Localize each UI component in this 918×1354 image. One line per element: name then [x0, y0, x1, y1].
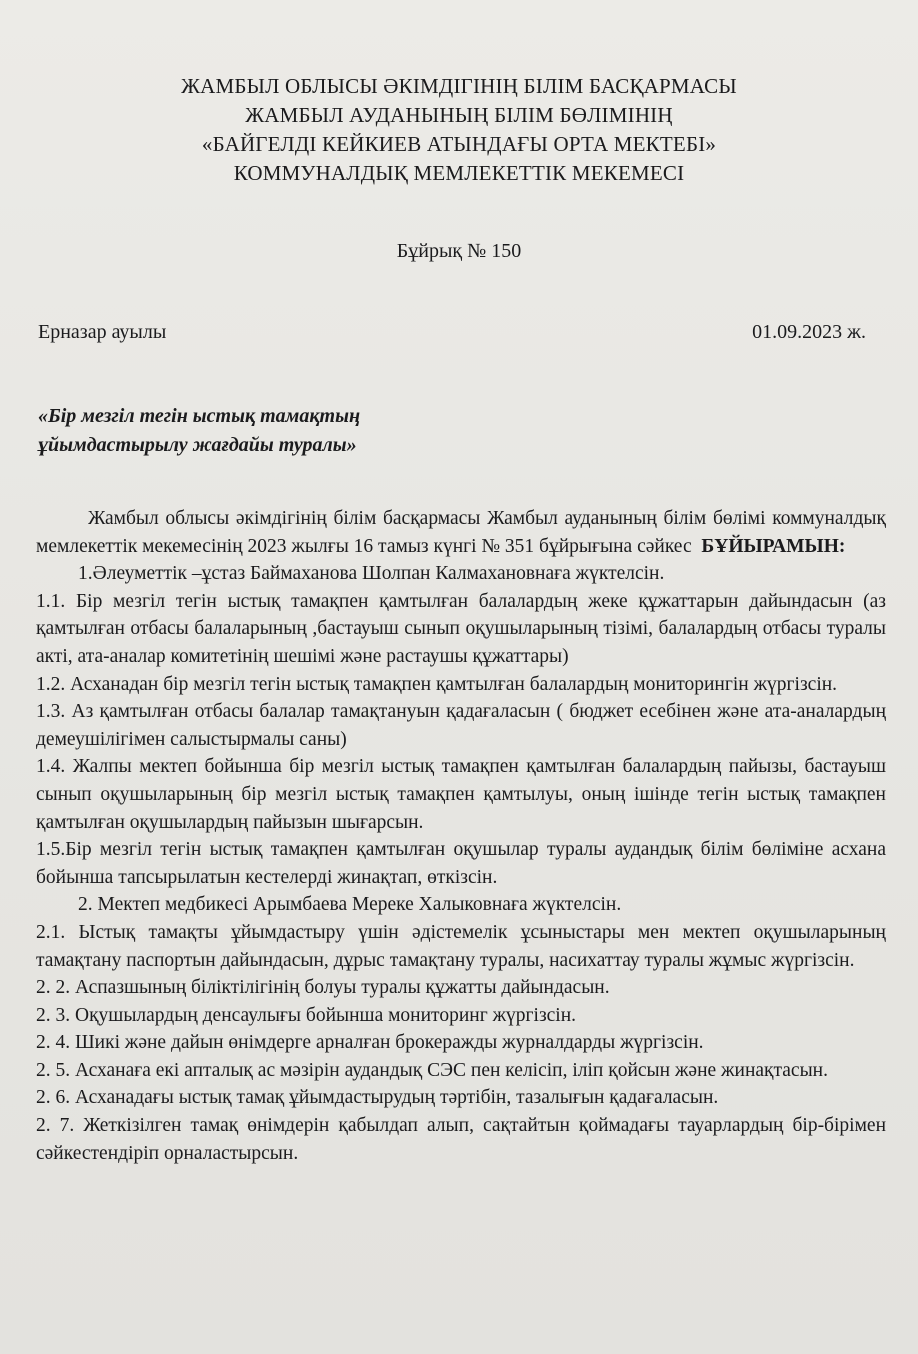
order-number: Бұйрық № 150 — [396, 240, 522, 262]
subject-line-1: «Бір мезгіл тегін ыстық тамақтың — [38, 405, 361, 427]
item-1-5: 1.5.Бір мезгіл тегін ыстық тамақпен қамтылған оқушылар туралы аудандық білім бөліміне асхана бойынша тапсырылатын кестелерді жинақтап, өткізсін. — [36, 839, 886, 888]
preamble-text: Жамбыл облысы әкімдігінің білім басқармасы Жамбыл ауданының білім бөлімі коммуналдық мемлекеттік мекемесінің 2023 жылғы 16 тамыз күнгі № 351 бұйрығына сәйкес — [36, 508, 886, 557]
order-body — [36, 505, 886, 1167]
item-2-6: 2. 6. Асханадағы ыстық тамақ ұйымдастырудың тәртібін, тазалығын қадағаласын. — [36, 1087, 719, 1109]
item-1-4: 1.4. Жалпы мектеп бойынша бір мезгіл ыстық тамақпен қамтылған балалардың пайызы, бастауыш сынып оқушыларының бір мезгіл ыстық тамақпен қамтылуы, оның ішінде тегін ыстық тамақпен қамтылған оқушылардың пайызын шығарсын. — [36, 756, 886, 833]
item-2-2: 2. 2. Аспазшының біліктілігінің болуы туралы құжатты дайындасын. — [36, 977, 610, 999]
item-2-5: 2. 5. Асханаға екі апталық ас мәзірін аудандық СЭС пен келісіп, іліп қойсын және жинақтасын. — [36, 1059, 828, 1081]
header-line-institution: КОММУНАЛДЫҚ МЕМЛЕКЕТТІК МЕКЕМЕСІ — [233, 161, 685, 185]
command-word: БҰЙЫРАМЫН: — [701, 535, 846, 557]
item-1-2: 1.2. Асханадан бір мезгіл тегін ыстық тамақпен қамтылған балалардың мониторингін жүргізсін. — [36, 673, 838, 695]
item-2: 2. Мектеп медбикесі Арымбаева Мереке Халыковнаға жүктелсін. — [78, 894, 622, 916]
preamble-paragraph — [36, 505, 886, 560]
document-header — [0, 72, 918, 188]
item-1-3: 1.3. Аз қамтылған отбасы балалар тамақтануын қадағаласын ( бюджет есебінен және ата-аналардың демеушілігімен салыстырмалы саны) — [36, 701, 886, 750]
item-2-7: 2. 7. Жеткізілген тамақ өнімдерін қабылдап алып, сақтайтын қоймадағы тауарлардың бір-бірімен сәйкестендіріп орналастырсын. — [36, 1115, 886, 1164]
item-1: 1.Әлеуметтік –ұстаз Баймаханова Шолпан Калмахановнаға жүктелсін. — [78, 563, 665, 585]
subject-line-2: ұйымдастырылу жағдайы туралы» — [38, 434, 357, 456]
item-2-3: 2. 3. Оқушылардың денсаулығы бойынша мониторинг жүргізсін. — [36, 1004, 577, 1026]
header-line-school: «БАЙГЕЛДІ КЕЙКИЕВ АТЫНДАҒЫ ОРТА МЕКТЕБІ» — [201, 132, 717, 156]
order-place: Ерназар ауылы — [38, 321, 167, 343]
order-subject — [38, 402, 360, 460]
item-2-1: 2.1. Ыстық тамақты ұйымдастыру үшін әдістемелік ұсыныстары мен мектеп оқушыларының тамақтану паспортын дайындасын, дұрыс тамақтану туралы, насихаттау туралы жұмыс жүргізсін. — [36, 921, 886, 971]
item-1-1: 1.1. Бір мезгіл тегін ыстық тамақпен қамтылған балалардың жеке құжаттарын дайындасын (аз қамтылған отбасы балаларының ,бастауыш сынып оқушыларының тізімі, балалардың отбасы туралы акті, ата-аналар комитетінің шешімі және растаушы құжаттары) — [36, 590, 886, 667]
item-2-4: 2. 4. Шикі және дайын өнімдерге арналған брокеражды журналдарды жүргізсін. — [36, 1032, 704, 1054]
order-date: 01.09.2023 ж. — [752, 321, 866, 343]
header-line-district: ЖАМБЫЛ АУДАНЫНЫҢ БІЛІМ БӨЛІМІНІҢ — [245, 103, 673, 127]
header-line-region: ЖАМБЫЛ ОБЛЫСЫ ӘКІМДІГІНІҢ БІЛІМ БАСҚАРМАСЫ — [181, 74, 737, 98]
